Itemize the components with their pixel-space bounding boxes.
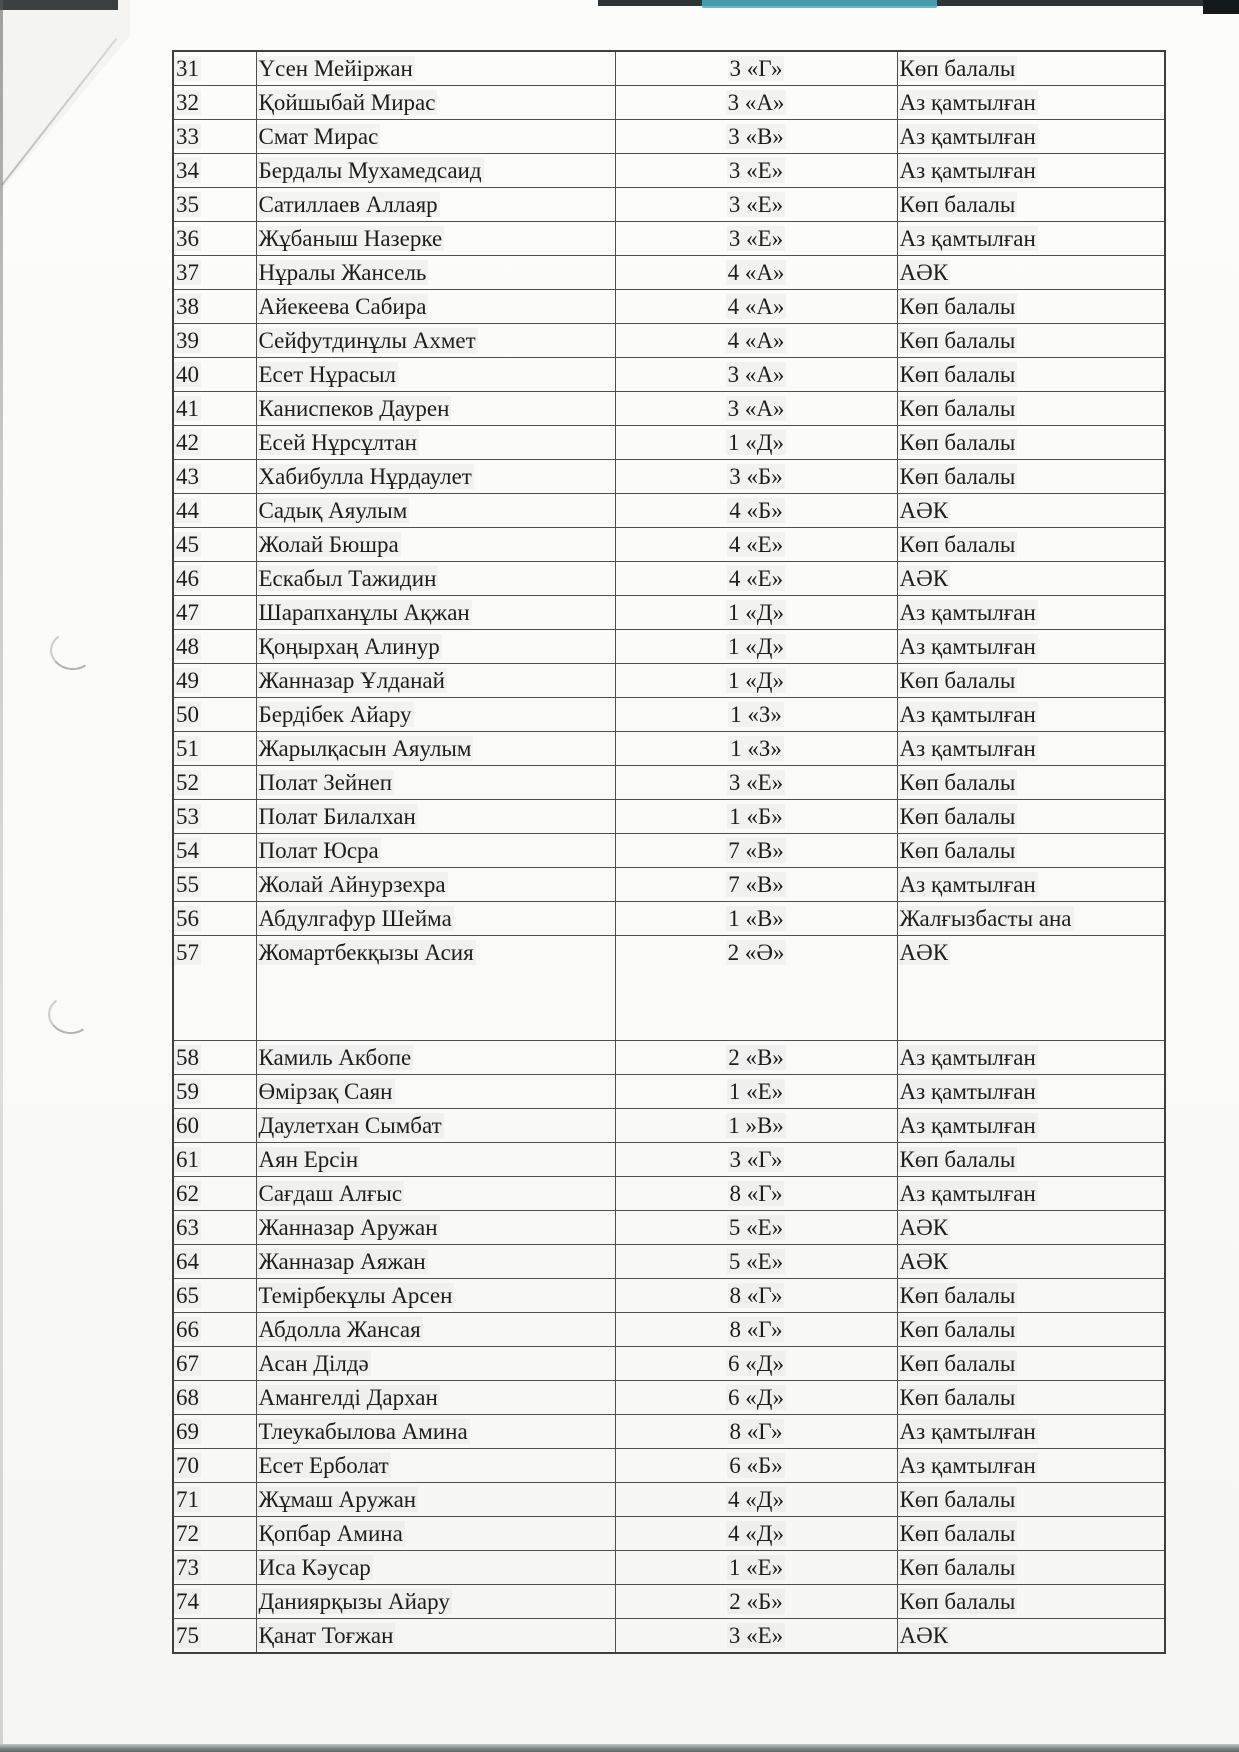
table-row (173, 936, 1165, 1041)
class-label: 3 «В» (615, 120, 897, 154)
category-label: Көп балалы (897, 800, 1165, 834)
table-row (173, 1347, 1165, 1381)
class-label: 4 «Д» (615, 1483, 897, 1517)
category-label: Көп балалы (897, 51, 1165, 86)
table-row (173, 1041, 1165, 1075)
student-name: Қопбар Амина (256, 1517, 615, 1551)
category-label: Көп балалы (897, 358, 1165, 392)
student-name: Иса Кәусар (256, 1551, 615, 1585)
row-number: 46 (173, 562, 256, 596)
table-row (173, 290, 1165, 324)
class-label: 1 «Е» (615, 1551, 897, 1585)
student-name: Сейфутдинұлы Ахмет (256, 324, 615, 358)
category-label: Аз қамтылған (897, 1177, 1165, 1211)
row-number: 38 (173, 290, 256, 324)
paper-curl-mark-2 (46, 993, 95, 1037)
student-table-body (173, 51, 1165, 1653)
row-number: 63 (173, 1211, 256, 1245)
table-row (173, 358, 1165, 392)
category-label: АӘК (897, 562, 1165, 596)
student-name: Полат Зейнеп (256, 766, 615, 800)
row-number: 69 (173, 1415, 256, 1449)
row-number: 35 (173, 188, 256, 222)
table-row (173, 392, 1165, 426)
category-label: Көп балалы (897, 766, 1165, 800)
table-row (173, 698, 1165, 732)
category-label: Аз қамтылған (897, 1075, 1165, 1109)
student-name: Жарылқасын Аяулым (256, 732, 615, 766)
table-row (173, 222, 1165, 256)
student-name: Полат Билалхан (256, 800, 615, 834)
table-row (173, 154, 1165, 188)
row-number: 47 (173, 596, 256, 630)
class-label: 1 »В» (615, 1109, 897, 1143)
student-name: Есет Нұрасыл (256, 358, 615, 392)
row-number: 59 (173, 1075, 256, 1109)
table-row (173, 800, 1165, 834)
table-row (173, 86, 1165, 120)
table-row (173, 562, 1165, 596)
scan-edge-bottom (0, 1744, 1239, 1752)
class-label: 4 «А» (615, 290, 897, 324)
table-row (173, 1483, 1165, 1517)
class-label: 1 «З» (615, 698, 897, 732)
student-name: Бердалы Мухамедсаид (256, 154, 615, 188)
row-number: 36 (173, 222, 256, 256)
category-label: Аз қамтылған (897, 1109, 1165, 1143)
table-row (173, 1619, 1165, 1654)
category-label: Көп балалы (897, 290, 1165, 324)
student-name: Айекеева Сабира (256, 290, 615, 324)
row-number: 67 (173, 1347, 256, 1381)
class-label: 3 «Г» (615, 1143, 897, 1177)
category-label: Аз қамтылған (897, 596, 1165, 630)
class-label: 5 «Е» (615, 1211, 897, 1245)
student-name: Аян Ерсін (256, 1143, 615, 1177)
row-number: 65 (173, 1279, 256, 1313)
student-name: Смат Мирас (256, 120, 615, 154)
category-label: Көп балалы (897, 188, 1165, 222)
class-label: 6 «Д» (615, 1381, 897, 1415)
row-number: 74 (173, 1585, 256, 1619)
student-name: Темірбекұлы Арсен (256, 1279, 615, 1313)
table-row (173, 256, 1165, 290)
table-row (173, 120, 1165, 154)
row-number: 61 (173, 1143, 256, 1177)
table-row (173, 51, 1165, 86)
student-name: Асан Ділдә (256, 1347, 615, 1381)
category-label: АӘК (897, 256, 1165, 290)
table-row (173, 664, 1165, 698)
row-number: 68 (173, 1381, 256, 1415)
class-label: 3 «Е» (615, 1619, 897, 1654)
table-row (173, 1517, 1165, 1551)
student-name: Өмірзақ Саян (256, 1075, 615, 1109)
class-label: 7 «В» (615, 868, 897, 902)
student-name: Садық Аяулым (256, 494, 615, 528)
table-row (173, 1415, 1165, 1449)
student-name: Есет Ерболат (256, 1449, 615, 1483)
class-label: 1 «З» (615, 732, 897, 766)
category-label: Аз қамтылған (897, 222, 1165, 256)
class-label: 4 «Е» (615, 528, 897, 562)
table-row (173, 528, 1165, 562)
row-number: 71 (173, 1483, 256, 1517)
student-name: Каниспеков Даурен (256, 392, 615, 426)
student-name: Сағдаш Алғыс (256, 1177, 615, 1211)
table-row (173, 766, 1165, 800)
class-label: 1 «Д» (615, 630, 897, 664)
category-label: Аз қамтылған (897, 698, 1165, 732)
row-number: 45 (173, 528, 256, 562)
category-label: Жалғызбасты ана (897, 902, 1165, 936)
scan-edge-left (0, 0, 3, 1752)
category-label: Көп балалы (897, 1279, 1165, 1313)
category-label: Көп балалы (897, 1313, 1165, 1347)
row-number: 70 (173, 1449, 256, 1483)
table-row (173, 630, 1165, 664)
category-label: Көп балалы (897, 1517, 1165, 1551)
student-name: Есей Нұрсұлтан (256, 426, 615, 460)
student-name: Ескабыл Тажидин (256, 562, 615, 596)
student-name: Полат Юсра (256, 834, 615, 868)
student-name: Нұралы Жансель (256, 256, 615, 290)
row-number: 40 (173, 358, 256, 392)
table-row (173, 1449, 1165, 1483)
category-label: Көп балалы (897, 1381, 1165, 1415)
class-label: 3 «Е» (615, 188, 897, 222)
row-number: 54 (173, 834, 256, 868)
table-row (173, 188, 1165, 222)
category-label: Көп балалы (897, 664, 1165, 698)
table-row (173, 1177, 1165, 1211)
class-label: 8 «Г» (615, 1177, 897, 1211)
table-row (173, 596, 1165, 630)
row-number: 44 (173, 494, 256, 528)
row-number: 58 (173, 1041, 256, 1075)
class-label: 3 «А» (615, 358, 897, 392)
class-label: 1 «Д» (615, 426, 897, 460)
table-row (173, 494, 1165, 528)
class-label: 1 «Д» (615, 596, 897, 630)
table-row (173, 324, 1165, 358)
row-number: 72 (173, 1517, 256, 1551)
row-number: 39 (173, 324, 256, 358)
class-label: 3 «Е» (615, 154, 897, 188)
student-name: Қойшыбай Мирас (256, 86, 615, 120)
class-label: 7 «В» (615, 834, 897, 868)
row-number: 42 (173, 426, 256, 460)
category-label: Көп балалы (897, 460, 1165, 494)
category-label: Көп балалы (897, 1585, 1165, 1619)
row-number: 60 (173, 1109, 256, 1143)
student-name: Жұмаш Аружан (256, 1483, 615, 1517)
class-label: 1 «Е» (615, 1075, 897, 1109)
student-name: Сатиллаев Аллаяр (256, 188, 615, 222)
table-row (173, 1381, 1165, 1415)
class-label: 4 «Е» (615, 562, 897, 596)
student-name: Шарапханұлы Ақжан (256, 596, 615, 630)
student-name: Жолай Айнурзехра (256, 868, 615, 902)
student-name: Жанназар Аяжан (256, 1245, 615, 1279)
row-number: 73 (173, 1551, 256, 1585)
row-number: 50 (173, 698, 256, 732)
table-row (173, 1075, 1165, 1109)
row-number: 55 (173, 868, 256, 902)
table-row (173, 732, 1165, 766)
category-label: Аз қамтылған (897, 630, 1165, 664)
row-number: 57 (173, 936, 256, 1041)
row-number: 64 (173, 1245, 256, 1279)
row-number: 37 (173, 256, 256, 290)
category-label: Көп балалы (897, 426, 1165, 460)
class-label: 3 «Г» (615, 51, 897, 86)
table-row (173, 1279, 1165, 1313)
page-corner-fold-shade (0, 0, 130, 200)
row-number: 66 (173, 1313, 256, 1347)
class-label: 4 «Б» (615, 494, 897, 528)
student-name: Хабибулла Нұрдаулет (256, 460, 615, 494)
class-label: 8 «Г» (615, 1279, 897, 1313)
class-label: 2 «В» (615, 1041, 897, 1075)
class-label: 4 «А» (615, 256, 897, 290)
class-label: 1 «Б» (615, 800, 897, 834)
row-number: 53 (173, 800, 256, 834)
student-name: Абдулгафур Шейма (256, 902, 615, 936)
table-row (173, 460, 1165, 494)
student-name: Бердібек Айару (256, 698, 615, 732)
category-label: Аз қамтылған (897, 868, 1165, 902)
category-label: АӘК (897, 936, 1165, 1041)
table-row (173, 1143, 1165, 1177)
student-name: Жолай Бюшра (256, 528, 615, 562)
category-label: Көп балалы (897, 1551, 1165, 1585)
row-number: 48 (173, 630, 256, 664)
class-label: 3 «Е» (615, 766, 897, 800)
table-row (173, 834, 1165, 868)
student-name: Қоңырхаң Алинур (256, 630, 615, 664)
table-row (173, 1211, 1165, 1245)
student-name: Үсен Мейіржан (256, 51, 615, 86)
table-row (173, 1109, 1165, 1143)
student-name: Жанназар Ұлданай (256, 664, 615, 698)
scan-edge-corner (1203, 0, 1239, 14)
table-row (173, 1245, 1165, 1279)
row-number: 62 (173, 1177, 256, 1211)
table-row (173, 902, 1165, 936)
student-name: Жомартбекқызы Асия (256, 936, 615, 1041)
table-row (173, 426, 1165, 460)
table-row (173, 868, 1165, 902)
class-label: 5 «Е» (615, 1245, 897, 1279)
class-label: 3 «А» (615, 86, 897, 120)
category-label: АӘК (897, 1619, 1165, 1654)
category-label: Аз қамтылған (897, 1041, 1165, 1075)
row-number: 32 (173, 86, 256, 120)
class-label: 8 «Г» (615, 1313, 897, 1347)
table-row (173, 1551, 1165, 1585)
table-row (173, 1585, 1165, 1619)
category-label: Аз қамтылған (897, 1415, 1165, 1449)
class-label: 6 «Д» (615, 1347, 897, 1381)
class-label: 8 «Г» (615, 1415, 897, 1449)
class-label: 3 «Е» (615, 222, 897, 256)
row-number: 49 (173, 664, 256, 698)
category-label: Көп балалы (897, 834, 1165, 868)
table-row (173, 1313, 1165, 1347)
category-label: Аз қамтылған (897, 732, 1165, 766)
paper-curl-mark-1 (48, 629, 97, 673)
student-name: Тлеукабылова Амина (256, 1415, 615, 1449)
category-label: Көп балалы (897, 1143, 1165, 1177)
class-label: 4 «Д» (615, 1517, 897, 1551)
class-label: 1 «В» (615, 902, 897, 936)
student-name: Жұбаныш Назерке (256, 222, 615, 256)
row-number: 43 (173, 460, 256, 494)
class-label: 2 «Ә» (615, 936, 897, 1041)
category-label: Көп балалы (897, 1483, 1165, 1517)
row-number: 56 (173, 902, 256, 936)
student-name: Амангелді Дархан (256, 1381, 615, 1415)
row-number: 34 (173, 154, 256, 188)
category-label: Көп балалы (897, 528, 1165, 562)
student-name: Абдолла Жансая (256, 1313, 615, 1347)
class-label: 1 «Д» (615, 664, 897, 698)
row-number: 41 (173, 392, 256, 426)
row-number: 52 (173, 766, 256, 800)
scan-teal-strip (702, 0, 937, 8)
category-label: Аз қамтылған (897, 86, 1165, 120)
student-name: Жанназар Аружан (256, 1211, 615, 1245)
student-name: Қанат Тоғжан (256, 1619, 615, 1654)
class-label: 3 «А» (615, 392, 897, 426)
class-label: 3 «Б» (615, 460, 897, 494)
class-label: 6 «Б» (615, 1449, 897, 1483)
category-label: АӘК (897, 1211, 1165, 1245)
category-label: АӘК (897, 494, 1165, 528)
category-label: Аз қамтылған (897, 154, 1165, 188)
class-label: 2 «Б» (615, 1585, 897, 1619)
category-label: Аз қамтылған (897, 120, 1165, 154)
row-number: 31 (173, 51, 256, 86)
category-label: Көп балалы (897, 324, 1165, 358)
student-table (172, 50, 1166, 1654)
class-label: 4 «А» (615, 324, 897, 358)
row-number: 75 (173, 1619, 256, 1654)
category-label: Аз қамтылған (897, 1449, 1165, 1483)
category-label: Көп балалы (897, 1347, 1165, 1381)
row-number: 51 (173, 732, 256, 766)
student-name: Даулетхан Сымбат (256, 1109, 615, 1143)
student-name: Даниярқызы Айару (256, 1585, 615, 1619)
row-number: 33 (173, 120, 256, 154)
student-name: Камиль Акбопе (256, 1041, 615, 1075)
category-label: Көп балалы (897, 392, 1165, 426)
category-label: АӘК (897, 1245, 1165, 1279)
